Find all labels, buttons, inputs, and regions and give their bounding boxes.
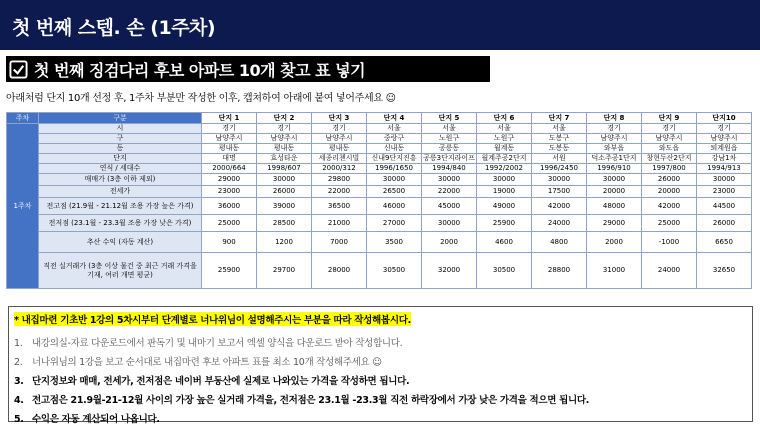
note-item — [14, 392, 589, 406]
note-item — [14, 354, 382, 368]
header-complex: 단지 2 — [257, 113, 312, 124]
table-cell: 45000 — [422, 198, 477, 215]
table-cell: 중랑구 — [367, 134, 422, 144]
table-cell: -1000 — [642, 232, 697, 253]
table-cell: 30500 — [367, 253, 422, 289]
row-label: 동 — [39, 144, 202, 154]
table-row — [7, 186, 752, 198]
table-cell: 49000 — [477, 198, 532, 215]
table-cell: 20000 — [587, 186, 642, 198]
table-row — [7, 174, 752, 186]
table-cell: 서울 — [367, 124, 422, 134]
table-cell: 강남1차 — [697, 154, 752, 164]
table-cell: 2000 — [587, 232, 642, 253]
table-cell: 23000 — [202, 186, 257, 198]
table-cell: 29700 — [257, 253, 312, 289]
table-cell: 1996/1650 — [367, 164, 422, 174]
table-cell: 1994/913 — [697, 164, 752, 174]
table-cell: 29000 — [587, 215, 642, 232]
note-item — [14, 411, 160, 425]
header-complex: 단지 1 — [202, 113, 257, 124]
table-cell: 25000 — [202, 215, 257, 232]
table-cell: 2000/312 — [312, 164, 367, 174]
table-cell: 24000 — [532, 215, 587, 232]
table-cell: 1998/607 — [257, 164, 312, 174]
note-item — [14, 373, 409, 387]
checkbox-icon — [9, 60, 28, 79]
row-label: 매매가 (3층 이하 제외) — [39, 174, 202, 186]
table-cell: 남양주시 — [587, 134, 642, 144]
table-cell: 36500 — [312, 198, 367, 215]
note-number: 5. — [14, 414, 24, 425]
note-text: 단지정보와 매매, 전세가, 전저점은 네이버 부동산에 실제로 나와있는 가격을 작성하면 됩니다. — [32, 376, 410, 387]
table-cell: 덕소주공1단지 — [587, 154, 642, 164]
table-cell: 2000/664 — [202, 164, 257, 174]
row-label: 시 — [39, 124, 202, 134]
table-cell: 공릉3단지라이프 — [423, 154, 475, 162]
table-cell: 48000 — [587, 198, 642, 215]
table-cell: 서원 — [532, 154, 587, 164]
table-cell: 28000 — [312, 253, 367, 289]
table-cell: 29000 — [202, 174, 257, 186]
table-cell: 대명 — [202, 154, 257, 164]
header-complex: 단지 4 — [367, 113, 422, 124]
table-cell: 17500 — [532, 186, 587, 198]
table-cell: 24000 — [642, 253, 697, 289]
table-row — [7, 215, 752, 232]
row-label: 추산 수익 (자동 계산) — [39, 232, 202, 253]
page-title: 첫 번째 스텝. 손 (1주차) — [12, 17, 216, 39]
table-cell: 30000 — [532, 174, 587, 186]
table-cell: 26000 — [642, 174, 697, 186]
table-cell: 남양주시 — [257, 134, 312, 144]
table-cell: 와도읍 — [642, 144, 697, 154]
instruction-text: 아래처럼 단지 10개 선정 후, 1주차 부분만 작성한 이후, 캡쳐하여 아래에 붙여 넣어주세요 ☺ — [6, 93, 396, 104]
table-cell: 22000 — [312, 186, 367, 198]
table-row — [7, 144, 752, 154]
table-cell: 7000 — [312, 232, 367, 253]
highlight-note: * 내집마련 기초반 1강의 5차시부터 단계별로 너나위님이 설명해주시는 부분을 따라 작성해봅시다. — [14, 312, 411, 326]
table-cell: 6650 — [697, 232, 752, 253]
table-cell: 평내동 — [257, 144, 312, 154]
table-cell: 효성타운 — [257, 154, 312, 164]
header-complex: 단지 8 — [587, 113, 642, 124]
header-complex: 단지10 — [697, 113, 752, 124]
table-cell: 남양주시 — [697, 134, 752, 144]
week-cell: 1주차 — [7, 124, 39, 289]
table-cell: 신내9단지진흥 — [367, 154, 422, 164]
table-cell: 30000 — [587, 174, 642, 186]
header-week: 주차 — [7, 113, 39, 124]
table-cell: 28500 — [257, 215, 312, 232]
row-label: 연식 / 세대수 — [39, 164, 202, 174]
table-cell: 25900 — [477, 215, 532, 232]
note-item — [14, 335, 402, 349]
table-cell: 20000 — [642, 186, 697, 198]
table-cell: 서울 — [422, 124, 477, 134]
note-number: 1. — [14, 338, 23, 349]
table-cell: 서울 — [532, 124, 587, 134]
table-cell: 노원구 — [477, 134, 532, 144]
table-cell: 평내동 — [202, 144, 257, 154]
table-cell: 26000 — [257, 186, 312, 198]
table-cell: 경기 — [202, 124, 257, 134]
table-cell: 3500 — [367, 232, 422, 253]
table-cell: 39000 — [257, 198, 312, 215]
table-cell: 도봉구 — [532, 134, 587, 144]
table-cell: 42000 — [642, 198, 697, 215]
table-cell: 46000 — [367, 198, 422, 215]
table-cell: 경기 — [697, 124, 752, 134]
table-cell: 4600 — [477, 232, 532, 253]
table-cell: 30000 — [257, 174, 312, 186]
apartment-table — [6, 112, 752, 289]
table-cell: 32650 — [697, 253, 752, 289]
table-cell: 42000 — [532, 198, 587, 215]
table-cell: 30500 — [477, 253, 532, 289]
table-cell: 900 — [202, 232, 257, 253]
note-text: 수익은 자동 계산되어 나옵니다. — [32, 414, 160, 425]
note-text: 전고점은 21.9월-21-12월 사이의 가장 높은 실거래 가격을, 전저점은 23.1월 -23.3월 직전 하락장에서 가장 낮은 가격을 적으면 됩니다. — [32, 395, 590, 406]
table-cell: 1994/840 — [422, 164, 477, 174]
header-complex: 단지 9 — [642, 113, 697, 124]
table-row — [7, 198, 752, 215]
table-cell: 퇴계원읍 — [697, 144, 752, 154]
table-cell: 25900 — [202, 253, 257, 289]
table-row — [7, 232, 752, 253]
row-label: 직전 실거래가 (3층 이상 물건 중 최근 거래 가격을 기재, 여러 개면 평균) — [39, 253, 202, 289]
note-text: 내강의실-자료 다운로드에서 판독기 및 내마기 보고서 엑셀 양식을 다운로드 받아 작성합니다. — [32, 338, 403, 349]
section-header — [6, 56, 490, 82]
table-cell: 19000 — [477, 186, 532, 198]
title-bar — [0, 0, 760, 50]
table-cell: 23000 — [697, 186, 752, 198]
table-row — [7, 154, 752, 164]
table-header-row — [7, 113, 752, 124]
table-cell: 26000 — [697, 215, 752, 232]
row-label: 구 — [39, 134, 202, 144]
table-cell: 남양주시 — [202, 134, 257, 144]
table-cell: 공릉동 — [422, 144, 477, 154]
table-cell: 평내동 — [312, 144, 367, 154]
table-cell: 30000 — [697, 174, 752, 186]
header-complex: 단지 5 — [422, 113, 477, 124]
table-cell: 경기 — [312, 124, 367, 134]
note-number: 2. — [14, 357, 23, 368]
table-cell: 세종리첸시빌 — [312, 154, 367, 164]
table-cell: 신내동 — [367, 144, 422, 154]
table-cell: 창현두산2단지 — [642, 154, 697, 164]
row-label: 전저점 (23.1월 - 23.3월 조용 가장 낮은 가격) — [39, 215, 202, 232]
table-cell: 경기 — [257, 124, 312, 134]
table-cell: 30000 — [422, 174, 477, 186]
table-cell: 31000 — [587, 253, 642, 289]
table-cell: 36000 — [202, 198, 257, 215]
table-cell: 1996/2450 — [532, 164, 587, 174]
table-cell: 1200 — [257, 232, 312, 253]
table-cell: 44500 — [697, 198, 752, 215]
note-number: 4. — [14, 395, 24, 406]
table-cell: 1992/2002 — [477, 164, 532, 174]
table-cell: 와부읍 — [587, 144, 642, 154]
instructions-box — [8, 306, 753, 425]
table-cell: 경기 — [642, 124, 697, 134]
header-category: 구분 — [39, 113, 202, 124]
table-row — [7, 124, 752, 134]
table-cell: 남양주시 — [642, 134, 697, 144]
table-cell: 4800 — [532, 232, 587, 253]
table-cell: 남양주시 — [312, 134, 367, 144]
table-cell: 27000 — [367, 215, 422, 232]
row-label: 전세가 — [39, 186, 202, 198]
table-cell: 월계동 — [477, 144, 532, 154]
table-cell: 26500 — [367, 186, 422, 198]
table-cell: 2000 — [422, 232, 477, 253]
table-row — [7, 253, 752, 289]
table-cell: 30000 — [477, 174, 532, 186]
table-cell: 1996/910 — [587, 164, 642, 174]
note-number: 3. — [14, 376, 24, 387]
table-cell: 28800 — [532, 253, 587, 289]
table-cell: 월계주공2단지 — [477, 154, 532, 164]
table-cell: 30000 — [422, 215, 477, 232]
table-row — [7, 134, 752, 144]
table-cell: 경기 — [587, 124, 642, 134]
table-cell: 노원구 — [422, 134, 477, 144]
header-complex: 단지 3 — [312, 113, 367, 124]
section-title: 첫 번째 징검다리 후보 아파트 10개 찾고 표 넣기 — [34, 60, 366, 80]
table-cell: 29800 — [312, 174, 367, 186]
table-cell: 서울 — [477, 124, 532, 134]
table-cell: 32000 — [422, 253, 477, 289]
header-complex: 단지 6 — [477, 113, 532, 124]
table-cell: 30000 — [367, 174, 422, 186]
row-label: 전고점 (21.9월 - 21.12월 조용 가장 높은 가격) — [39, 198, 202, 215]
table-cell: 도봉동 — [532, 144, 587, 154]
note-text: 너나위님의 1강을 보고 순서대로 내집마련 후보 아파트 표를 최소 10개 작성해주세요 ☺ — [32, 357, 382, 368]
row-label: 단지 — [39, 154, 202, 164]
table-cell: 1997/800 — [642, 164, 697, 174]
header-complex: 단지 7 — [532, 113, 587, 124]
table-row — [7, 164, 752, 174]
table-cell: 22000 — [422, 186, 477, 198]
table-cell: 21000 — [312, 215, 367, 232]
table-cell: 25000 — [642, 215, 697, 232]
